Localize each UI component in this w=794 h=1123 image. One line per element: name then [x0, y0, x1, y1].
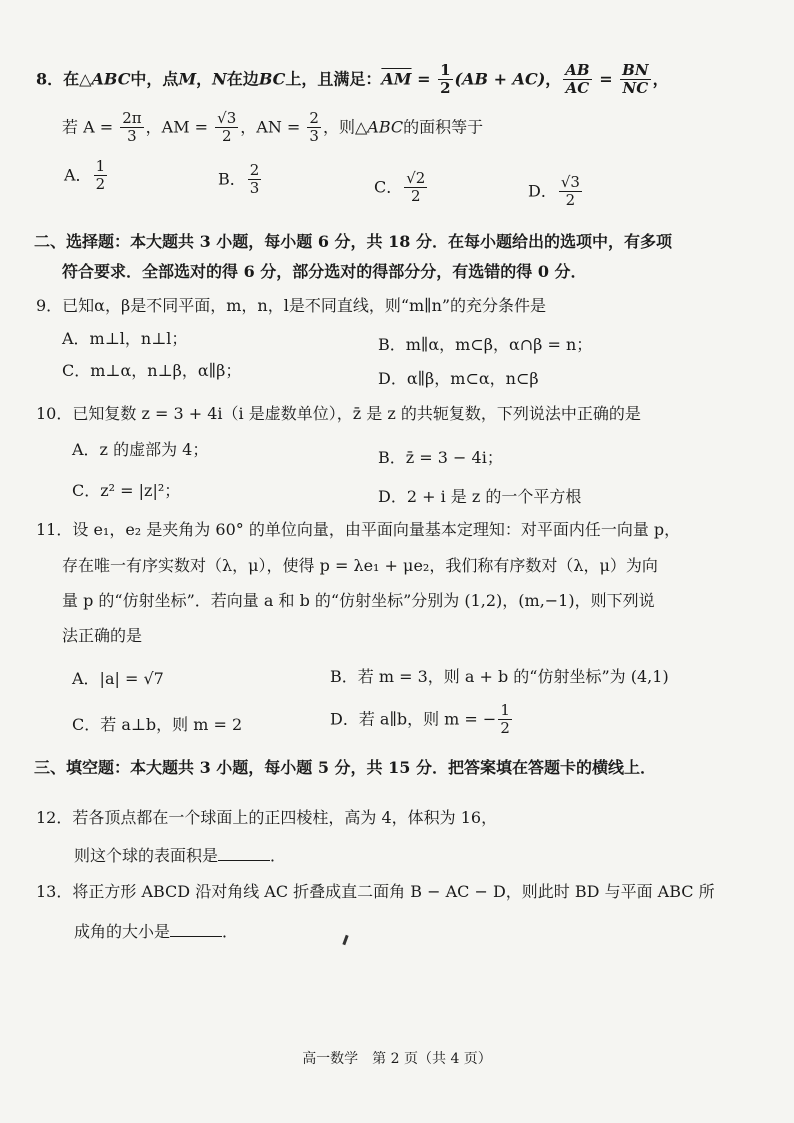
- q9-option-d[interactable]: D．α∥β，m⊂α，n⊂β: [378, 369, 539, 388]
- q11-option-a[interactable]: A．|a| = √7: [72, 669, 164, 688]
- q8-option-a[interactable]: A． $\frac{1}{2}$: [64, 157, 106, 194]
- fraction-bn-nc: $\frac{BN}{NC}$: [622, 61, 649, 98]
- q9-option-a[interactable]: A．m⊥l，n⊥l；: [62, 329, 188, 348]
- section2-instructions: 符合要求．全部选对的得 6 分，部分选对的得部分分，有选错的得 0 分．: [62, 262, 587, 281]
- q12-answer-blank[interactable]: [218, 846, 270, 861]
- q11-option-c[interactable]: C．若 a⊥b，则 m = 2: [72, 715, 243, 734]
- page-footer: 高一数学 第 2 页（共 4 页）: [302, 1051, 492, 1067]
- section2-heading: 二、选择题：本大题共 3 小题，每小题 6 分，共 18 分．在每小题给出的选项中，有多项: [34, 232, 672, 251]
- q9-stem: 9．已知α，β是不同平面，m，n，l是不同直线，则“m∥n”的充分条件是: [36, 296, 547, 315]
- q12-stem-line1: 12．若各顶点都在一个球面上的正四棱柱，高为 4，体积为 16，: [36, 808, 498, 827]
- q11-option-b[interactable]: B．若 m = 3，则 a + b 的“仿射坐标”为 (4,1): [330, 667, 669, 686]
- q10-stem: 10．已知复数 z = 3 + 4i（i 是虚数单位），z̄ 是 z 的共轭复数，下列说法中正确的是: [36, 404, 641, 423]
- section3-heading: 三、填空题：本大题共 3 小题，每小题 5 分，共 15 分．把答案填在答题卡的横线上．: [34, 758, 656, 777]
- q13-answer-blank[interactable]: [170, 922, 222, 937]
- q12-stem-line2: 则这个球的表面积是 ．: [74, 846, 287, 865]
- stray-pen-mark: [342, 935, 348, 945]
- q10-option-d[interactable]: D．2 + i 是 z 的一个平方根: [378, 487, 582, 506]
- q11-stem-line3: 量 p 的“仿射坐标”．若向量 a 和 b 的“仿射坐标”分别为 (1,2)，(m,−1)，则下列说: [62, 591, 655, 610]
- q11-stem-line1: 11．设 e₁，e₂ 是夹角为 60° 的单位向量，由平面向量基本定理知：对平面内任一向量 p，: [36, 520, 681, 539]
- q13-stem-line1: 13．将正方形 ABCD 沿对角线 AC 折叠成直二面角 B − AC − D，则此时 BD 与平面 ABC 所: [36, 882, 715, 901]
- q10-option-a[interactable]: A．z 的虚部为 4；: [72, 440, 209, 459]
- q9-option-b[interactable]: B．m∥α，m⊂β，α∩β = n；: [378, 335, 593, 354]
- fraction-half: $\frac{1}{2}$: [440, 61, 451, 98]
- q8-stem-line1: 8．在△ABC中，点M，N在边BC上，且满足：$\overline{AM}$ = $\frac{1}{2}$ (AB + AC)， $\frac{AB}{AC}$ = $\frac{BN}{NC}$ ，: [36, 61, 669, 98]
- q11-stem-line2: 存在唯一有序实数对（λ，μ），使得 p = λe₁ + μe₂，我们称有序数对（λ，μ）为向: [62, 556, 658, 575]
- q11-option-d[interactable]: D．若 a∥b，则 m = − $\frac{1}{2}$: [330, 701, 510, 738]
- q8-option-c[interactable]: C． $\frac{√2}{2}$: [374, 169, 426, 206]
- fraction-ab-ac: $\frac{AB}{AC}$: [565, 61, 590, 98]
- q8-option-b[interactable]: B． $\frac{2}{3}$: [218, 161, 260, 198]
- q8-stem-line2: 若 A = $\frac{2\pi}{3}$ ，AM = $\frac{√3}{2}$ ，AN = $\frac{2}{3}$ ，则△ABC的面积等于: [62, 109, 484, 146]
- q9-option-c[interactable]: C．m⊥α，n⊥β，α∥β；: [62, 361, 242, 380]
- q11-stem-line4: 法正确的是: [62, 626, 143, 645]
- q13-stem-line2: 成角的大小是 ．: [74, 922, 239, 941]
- q10-option-c[interactable]: C．z² = |z|²；: [72, 481, 181, 500]
- q8-option-d[interactable]: D． $\frac{√3}{2}$: [528, 173, 580, 210]
- q10-option-b[interactable]: B．z̄ = 3 − 4i；: [378, 448, 503, 467]
